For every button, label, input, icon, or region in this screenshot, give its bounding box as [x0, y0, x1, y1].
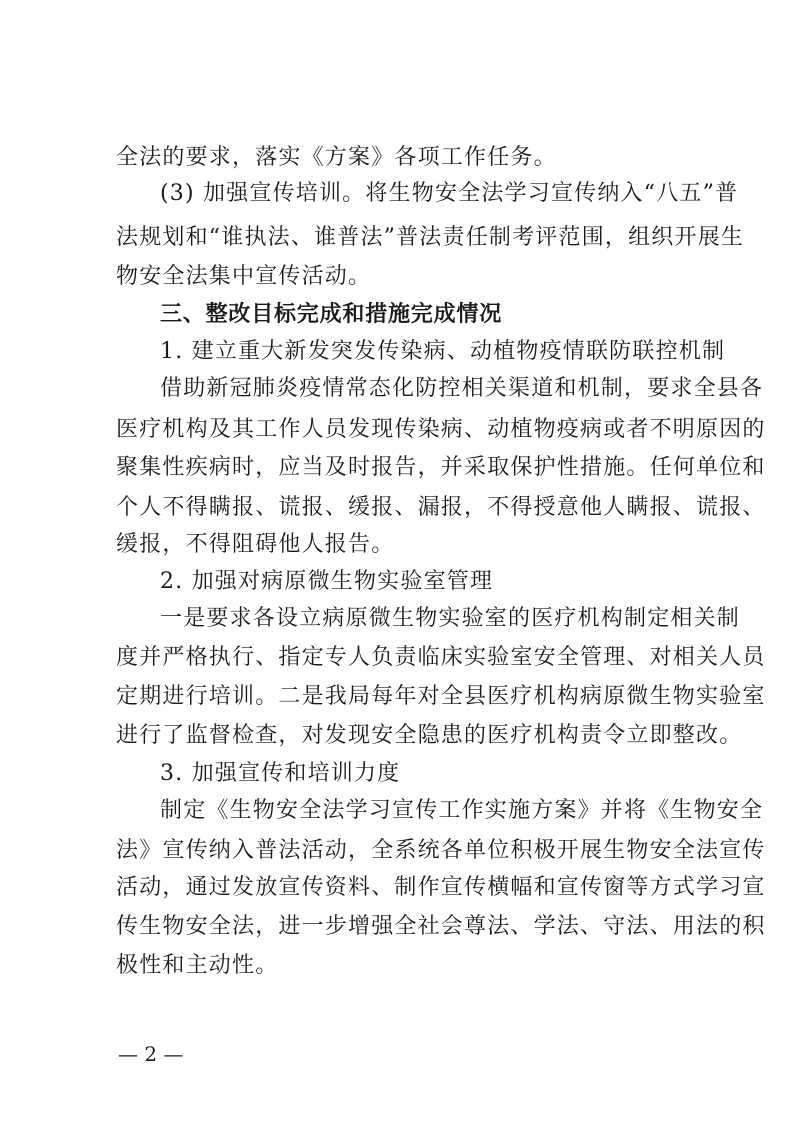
list-item-3-promotion-training: (3) 加强宣传培训。将生物安全法学习宣传纳入“八五”普 — [160, 181, 739, 206]
subheading-1: 1. 建立重大新发突发传染病、动植物疫情联防联控机制 — [160, 339, 726, 364]
body-text-line: 进行了监督检查，对发现安全隐患的医疗机构责令立即整改。 — [116, 723, 743, 748]
body-text-line: 借助新冠肺炎疫情常态化防控相关渠道和机制，要求全县各 — [160, 376, 764, 401]
body-text-line: 缓报，不得阻碍他人报告。 — [116, 532, 395, 557]
body-text-line: 度并严格执行、指定专人负责临床实验室安全管理、对相关人员 — [116, 645, 766, 670]
body-text-line: 物安全法集中宣传活动。 — [116, 264, 372, 289]
subheading-3: 3. 加强宣传和培训力度 — [160, 761, 401, 786]
body-text-line: 全法的要求，落实《方案》各项工作任务。 — [116, 145, 557, 170]
body-text-line: 一是要求各设立病原微生物实验室的医疗机构制定相关制 — [160, 606, 741, 631]
body-text-line: 法规划和“谁执法、谁普法”普法责任制考评范围，组织开展生 — [116, 225, 745, 250]
body-text-line: 制定《生物安全法学习宣传工作实施方案》并将《生物安全 — [160, 798, 764, 823]
body-text-line: 定期进行培训。二是我局每年对全县医疗机构病原微生物实验室 — [116, 684, 766, 709]
body-text-line: 聚集性疾病时，应当及时报告，并采取保护性措施。任何单位和 — [116, 455, 766, 480]
body-text-line: 医疗机构及其工作人员发现传染病、动植物疫病或者不明原因的 — [116, 417, 766, 442]
body-text-line: 法》宣传纳入普法活动，全系统各单位积极开展生物安全法宣传 — [116, 838, 766, 863]
section-heading-3: 三、整改目标完成和措施完成情况 — [160, 302, 503, 327]
body-text-line: 传生物安全法，进一步增强全社会尊法、学法、守法、用法的积 — [116, 914, 766, 939]
page-number: — 2 — — [118, 1042, 184, 1066]
body-text-line: 个人不得瞒报、谎报、缓报、漏报，不得授意他人瞒报、谎报、 — [116, 495, 766, 520]
body-text-line: 极性和主动性。 — [116, 953, 279, 978]
body-text-line: 活动，通过发放宣传资料、制作宣传横幅和宣传窗等方式学习宣 — [116, 875, 766, 900]
subheading-2: 2. 加强对病原微生物实验室管理 — [160, 569, 494, 594]
